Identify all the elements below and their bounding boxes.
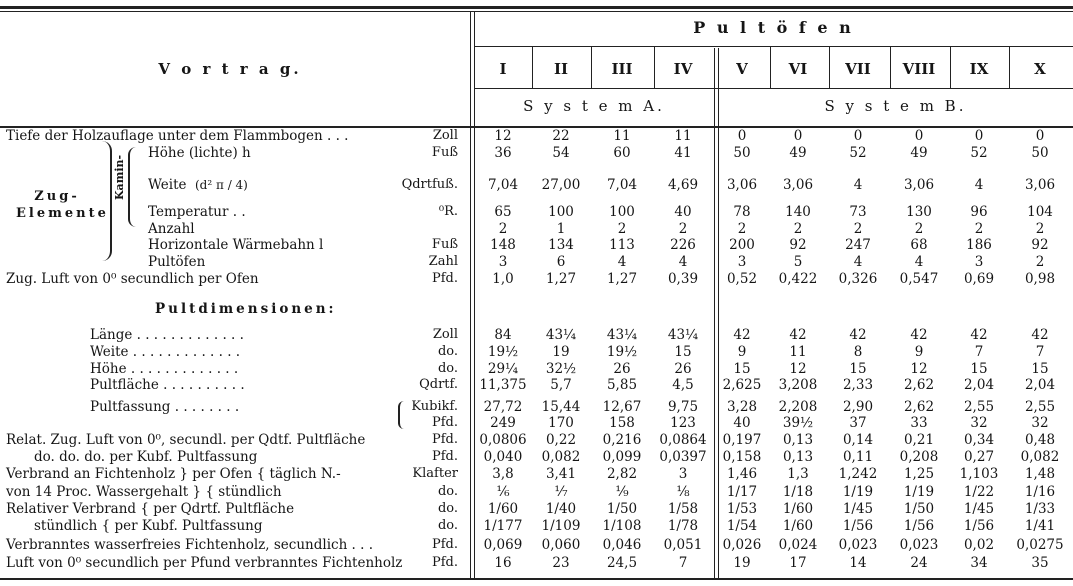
table-cell: 1/33 [1024,501,1056,517]
row-label: stündlich { per Kubf. Pultfassung [34,518,263,534]
table-cell: 52 [970,145,988,161]
table-cell: 1/50 [606,501,638,517]
table-cell: 0,69 [963,271,995,287]
row-unit: Zoll [432,128,458,143]
divider-system [714,48,715,579]
table-cell: 92 [789,237,807,253]
table-cell: 2,62 [903,399,935,415]
row-unit: do. [437,518,458,533]
row-unit: Qdrtf. [419,377,458,392]
table-cell: 1/50 [903,501,935,517]
table-cell: 19 [733,555,751,571]
row-label: Pultöfen [148,254,206,270]
table-cell: 200 [729,237,755,253]
table-cell: 32½ [545,361,577,377]
table-cell: 3 [737,254,747,270]
table-cell: 158 [609,415,635,431]
table-cell: 0,208 [899,449,939,465]
table-cell: 2,55 [963,399,995,415]
table-cell: 34 [970,555,988,571]
column-header: IX [969,60,989,78]
header-pultoefen: P u l t ö f e n [693,18,854,37]
table-cell: 23 [552,555,570,571]
table-cell: 5,85 [606,377,638,393]
row-unit: Fuß [431,237,458,252]
table-cell: 7,04 [606,177,638,193]
row-unit: Pfd. [431,432,458,447]
row-label: Horizontale Wärmebahn l [148,237,324,253]
row-label: Temperatur . . [148,204,246,220]
table-cell: 3,06 [1024,177,1056,193]
table-cell: 1,0 [492,271,514,287]
table-cell: 49 [789,145,807,161]
table-cell: 1/60 [487,501,519,517]
table-cell: 37 [849,415,867,431]
table-cell: 7 [678,555,688,571]
table-cell: 3,41 [545,466,577,482]
table-cell: 100 [609,204,635,220]
table-cell: 3,8 [492,466,514,482]
table-cell: 2 [678,221,688,237]
top-rule-thick [0,6,1073,9]
table-cell: 0,0397 [659,449,707,465]
table-cell: 0,422 [778,271,818,287]
table-cell: 2,90 [842,399,874,415]
table-cell: 0,0806 [479,432,527,448]
table-cell: 0,22 [545,432,577,448]
table-cell: 4 [914,254,924,270]
table-cell: 3,28 [726,399,758,415]
table-cell: 4 [974,177,984,193]
table-cell: 2 [617,221,627,237]
table-cell: 1/45 [963,501,995,517]
table-cell: 1,25 [903,466,935,482]
table-cell: 2 [498,221,508,237]
table-cell: 42 [789,327,807,343]
table-cell: 1/56 [903,518,935,534]
table-cell: 32 [970,415,988,431]
header-system-a: S y s t e m A. [523,97,665,115]
table-cell: 3 [974,254,984,270]
table-cell: 0,069 [483,537,523,553]
table-cell: ⅛ [676,484,690,500]
table-cell: 2 [1035,221,1045,237]
table-cell: 4,5 [672,377,694,393]
column-header: V [736,60,748,78]
table-cell: 0,52 [726,271,758,287]
table-cell: 43¼ [667,327,699,343]
table-cell: 16 [494,555,512,571]
row-label: Zug. Luft von 0⁰ secundlich per Ofen [6,271,259,287]
divider-main-left [470,11,471,579]
table-cell: 29¼ [487,361,519,377]
row-unit: Pfd. [431,537,458,552]
table-cell: 11 [613,128,631,144]
table-cell: 2 [1035,254,1045,270]
table-cell: 0,082 [1020,449,1060,465]
table-cell: 9,75 [667,399,699,415]
table-cell: 0 [974,128,984,144]
table-cell: 42 [910,327,928,343]
table-cell: 249 [490,415,516,431]
table-cell: 43¼ [606,327,638,343]
table-cell: 50 [733,145,751,161]
section-pultdimensionen: Pultdimensionen: [155,301,337,317]
table-cell: 0,13 [782,432,814,448]
table-cell: 0,14 [842,432,874,448]
table-cell: 9 [737,344,747,360]
table-cell: 15 [1031,361,1049,377]
table-cell: 0,13 [782,449,814,465]
table-cell: 68 [910,237,928,253]
table-cell: 39½ [782,415,814,431]
table-cell: 0 [1035,128,1045,144]
table-cell: 43¼ [545,327,577,343]
table-cell: 1/108 [602,518,642,534]
table-cell: 1,242 [838,466,878,482]
header-rule-1 [474,46,1073,47]
table-cell: 0,023 [838,537,878,553]
table-cell: 12 [910,361,928,377]
table-cell: 36 [494,145,512,161]
table-cell: 113 [609,237,635,253]
table-cell: 4 [617,254,627,270]
table-cell: 100 [548,204,574,220]
row-unit: do. [437,361,458,376]
column-header: IV [673,60,693,78]
table-cell: 1 [556,221,566,237]
table-cell: 0,98 [1024,271,1056,287]
table-cell: 19 [552,344,570,360]
table-cell: 0,0275 [1016,537,1064,553]
table-cell: 41 [674,145,692,161]
row-label: Höhe (lichte) h [148,145,251,161]
table-cell: 60 [613,145,631,161]
table-cell: 0,21 [903,432,935,448]
row-label: Luft von 0⁰ secundlich per Pfund verbranntes Fichtenholz [6,555,403,571]
row-unit: do. [437,484,458,499]
table-cell: 2 [853,221,863,237]
table-cell: 0,27 [963,449,995,465]
table-cell: 2,33 [842,377,874,393]
row-label: Pultfläche . . . . . . . . . . [90,377,245,393]
table-cell: 15 [849,361,867,377]
column-header: VII [845,60,871,78]
table-cell: 148 [490,237,516,253]
table-cell: 27,72 [483,399,523,415]
table-cell: 2,62 [903,377,935,393]
row-unit: do. [437,344,458,359]
table-cell: 1/16 [1024,484,1056,500]
table-cell: 134 [548,237,574,253]
table-cell: 0,39 [667,271,699,287]
table-cell: 5 [793,254,803,270]
table-cell: 0 [737,128,747,144]
table-cell: 96 [970,204,988,220]
row-label: Weite . . . . . . . . . . . . . [90,344,241,360]
table-cell: 15 [674,344,692,360]
table-cell: 2,82 [606,466,638,482]
table-cell: 0,158 [722,449,762,465]
table-cell: 19½ [606,344,638,360]
table-cell: 3,208 [778,377,818,393]
table-cell: 6 [556,254,566,270]
table-cell: 15 [970,361,988,377]
table-cell: 22 [552,128,570,144]
table-cell: 92 [1031,237,1049,253]
table-cell: 0,547 [899,271,939,287]
row-unit: do. [437,501,458,516]
table-cell: 1/58 [667,501,699,517]
row-unit: Qdrtfuß. [401,177,458,192]
row-label: Relativer Verbrand { per Qdrtf. Pultfläche [6,501,295,517]
table-cell: 1,27 [606,271,638,287]
table-cell: 170 [548,415,574,431]
row-label: Weite [148,177,187,193]
table-cell: 1/56 [963,518,995,534]
table-cell: 0,02 [963,537,995,553]
table-cell: 1/41 [1024,518,1056,534]
table-cell: 0,11 [842,449,874,465]
table-cell: 52 [849,145,867,161]
table-cell: 2,625 [722,377,762,393]
table-cell: 17 [789,555,807,571]
table-cell: 78 [733,204,751,220]
table-cell: 1/78 [667,518,699,534]
table-cell: 0,051 [663,537,703,553]
row-label: Verbranntes wasserfreies Fichtenholz, secundlich . . . [6,537,374,553]
table-cell: 1,48 [1024,466,1056,482]
table-cell: 11 [789,344,807,360]
table-cell: 1/40 [545,501,577,517]
table-cell: 14 [849,555,867,571]
table-cell: 8 [853,344,863,360]
row-unit: Pfd. [431,449,458,464]
row-unit: Pfd. [431,415,458,430]
kamin-label: Kamin- [113,154,126,200]
table-cell: 1/60 [782,518,814,534]
table-cell: 65 [494,204,512,220]
table-cell: 0,046 [602,537,642,553]
brace-pultfassung [398,401,406,429]
row-label: Höhe . . . . . . . . . . . . . [90,361,239,377]
table-cell: 1,46 [726,466,758,482]
row-unit: ⁰R. [438,204,458,219]
table-cell: 2,04 [1024,377,1056,393]
column-header: I [499,60,507,78]
table-cell: 12 [494,128,512,144]
table-cell: 11 [674,128,692,144]
column-header: X [1034,60,1046,78]
table-cell: 1/19 [842,484,874,500]
table-cell: 0,026 [722,537,762,553]
table-cell: 140 [785,204,811,220]
table-cell: 0,024 [778,537,818,553]
table-cell: 1/53 [726,501,758,517]
table-cell: 15 [733,361,751,377]
table-cell: 3,06 [903,177,935,193]
row-unit: Klafter [412,466,458,481]
table-cell: 1/54 [726,518,758,534]
table-cell: 1/45 [842,501,874,517]
table-cell: 0 [853,128,863,144]
divider-system-2 [718,48,719,579]
table-cell: 35 [1031,555,1049,571]
table-cell: 9 [914,344,924,360]
table-cell: 2 [914,221,924,237]
row-label: Länge . . . . . . . . . . . . . [90,327,244,343]
table-cell: 26 [613,361,631,377]
weite-formula: (d² π / 4) [195,178,248,192]
table-cell: 1/177 [483,518,523,534]
table-cell: 24,5 [606,555,638,571]
table-cell: 2 [793,221,803,237]
table-cell: ⅐ [554,484,568,500]
table-cell: 0,082 [541,449,581,465]
table-cell: 1/18 [782,484,814,500]
table-cell: 1,103 [959,466,999,482]
table-cell: 1,3 [787,466,809,482]
table-cell: 26 [674,361,692,377]
header-vortrag: V o r t r a g. [158,60,302,78]
table-cell: 7,04 [487,177,519,193]
table-cell: 3,06 [782,177,814,193]
table-cell: 104 [1027,204,1053,220]
top-rule-thin [0,11,1073,12]
table-cell: 0,326 [838,271,878,287]
table-cell: 0 [793,128,803,144]
table-cell: 33 [910,415,928,431]
table-cell: 0 [914,128,924,144]
row-label: Relat. Zug. Luft von 0⁰, secundl. per Qdtf. Pultfläche [6,432,366,448]
row-label: do. do. do. per Kubf. Pultfassung [34,449,258,465]
table-cell: 73 [849,204,867,220]
table-bottom-rule [0,578,1073,580]
column-header: III [611,60,633,78]
table-cell: 0,216 [602,432,642,448]
table-cell: 49 [910,145,928,161]
table-cell: 130 [906,204,932,220]
table-cell: ⅙ [496,484,510,500]
header-system-b: S y s t e m B. [824,97,967,115]
table-cell: 42 [970,327,988,343]
table-cell: 1,27 [545,271,577,287]
table-cell: 84 [494,327,512,343]
brace-kamin [128,147,138,227]
table-cell: 0,040 [483,449,523,465]
table-cell: 19½ [487,344,519,360]
table-cell: 1/19 [903,484,935,500]
table-cell: 40 [674,204,692,220]
table-cell: 11,375 [479,377,527,393]
table-cell: ⅑ [615,484,629,500]
header-rule-2 [474,88,1073,89]
row-label: Anzahl [148,221,195,237]
row-label: Tiefe der Holzauflage unter dem Flammbogen . . . [6,128,349,144]
table-cell: 32 [1031,415,1049,431]
table-cell: 0,197 [722,432,762,448]
table-cell: 2,04 [963,377,995,393]
row-label: von 14 Proc. Wassergehalt } { stündlich [6,484,282,500]
table-cell: 12 [789,361,807,377]
row-unit: Zoll [432,327,458,342]
row-unit: Kubikf. [411,399,458,414]
table-cell: 226 [670,237,696,253]
table-cell: 4,69 [667,177,699,193]
row-label: Pultfassung . . . . . . . . [90,399,240,415]
table-cell: 1/60 [782,501,814,517]
table-cell: 0,099 [602,449,642,465]
table-cell: 2,208 [778,399,818,415]
table-cell: 7 [1035,344,1045,360]
zug-elemente-label: Zug-Elemente [16,189,109,221]
table-cell: 1/17 [726,484,758,500]
table-cell: 40 [733,415,751,431]
table-cell: 0,023 [899,537,939,553]
column-header: VIII [902,60,936,78]
table-cell: 123 [670,415,696,431]
table-cell: 7 [974,344,984,360]
table-cell: 2 [737,221,747,237]
table-cell: 186 [966,237,992,253]
table-cell: 4 [678,254,688,270]
table-cell: 15,44 [541,399,581,415]
table-cell: 0,34 [963,432,995,448]
table-cell: 3 [678,466,688,482]
table-cell: 42 [849,327,867,343]
row-label: Verbrand an Fichtenholz } per Ofen { täglich N.- [6,466,341,482]
table-cell: 4 [853,254,863,270]
table-cell: 27,00 [541,177,581,193]
row-unit: Pfd. [431,555,458,570]
column-header: II [553,60,569,78]
table-cell: 247 [845,237,871,253]
table-cell: 4 [853,177,863,193]
table-cell: 2 [974,221,984,237]
row-unit: Fuß [431,145,458,160]
row-unit: Pfd. [431,271,458,286]
table-cell: 42 [733,327,751,343]
table-cell: 3,06 [726,177,758,193]
brace-zug-elemente [100,141,112,261]
table-cell: 0,060 [541,537,581,553]
table-cell: 50 [1031,145,1049,161]
table-cell: 12,67 [602,399,642,415]
table-cell: 2,55 [1024,399,1056,415]
table-cell: 42 [1031,327,1049,343]
table-cell: 1/56 [842,518,874,534]
table-cell: 0,0864 [659,432,707,448]
table-cell: 1/109 [541,518,581,534]
table-cell: 0,48 [1024,432,1056,448]
table-cell: 54 [552,145,570,161]
table-cell: 24 [910,555,928,571]
column-header: VI [788,60,808,78]
table-cell: 1/22 [963,484,995,500]
table-cell: 3 [498,254,508,270]
table-cell: 5,7 [550,377,572,393]
row-unit: Zahl [428,254,458,269]
